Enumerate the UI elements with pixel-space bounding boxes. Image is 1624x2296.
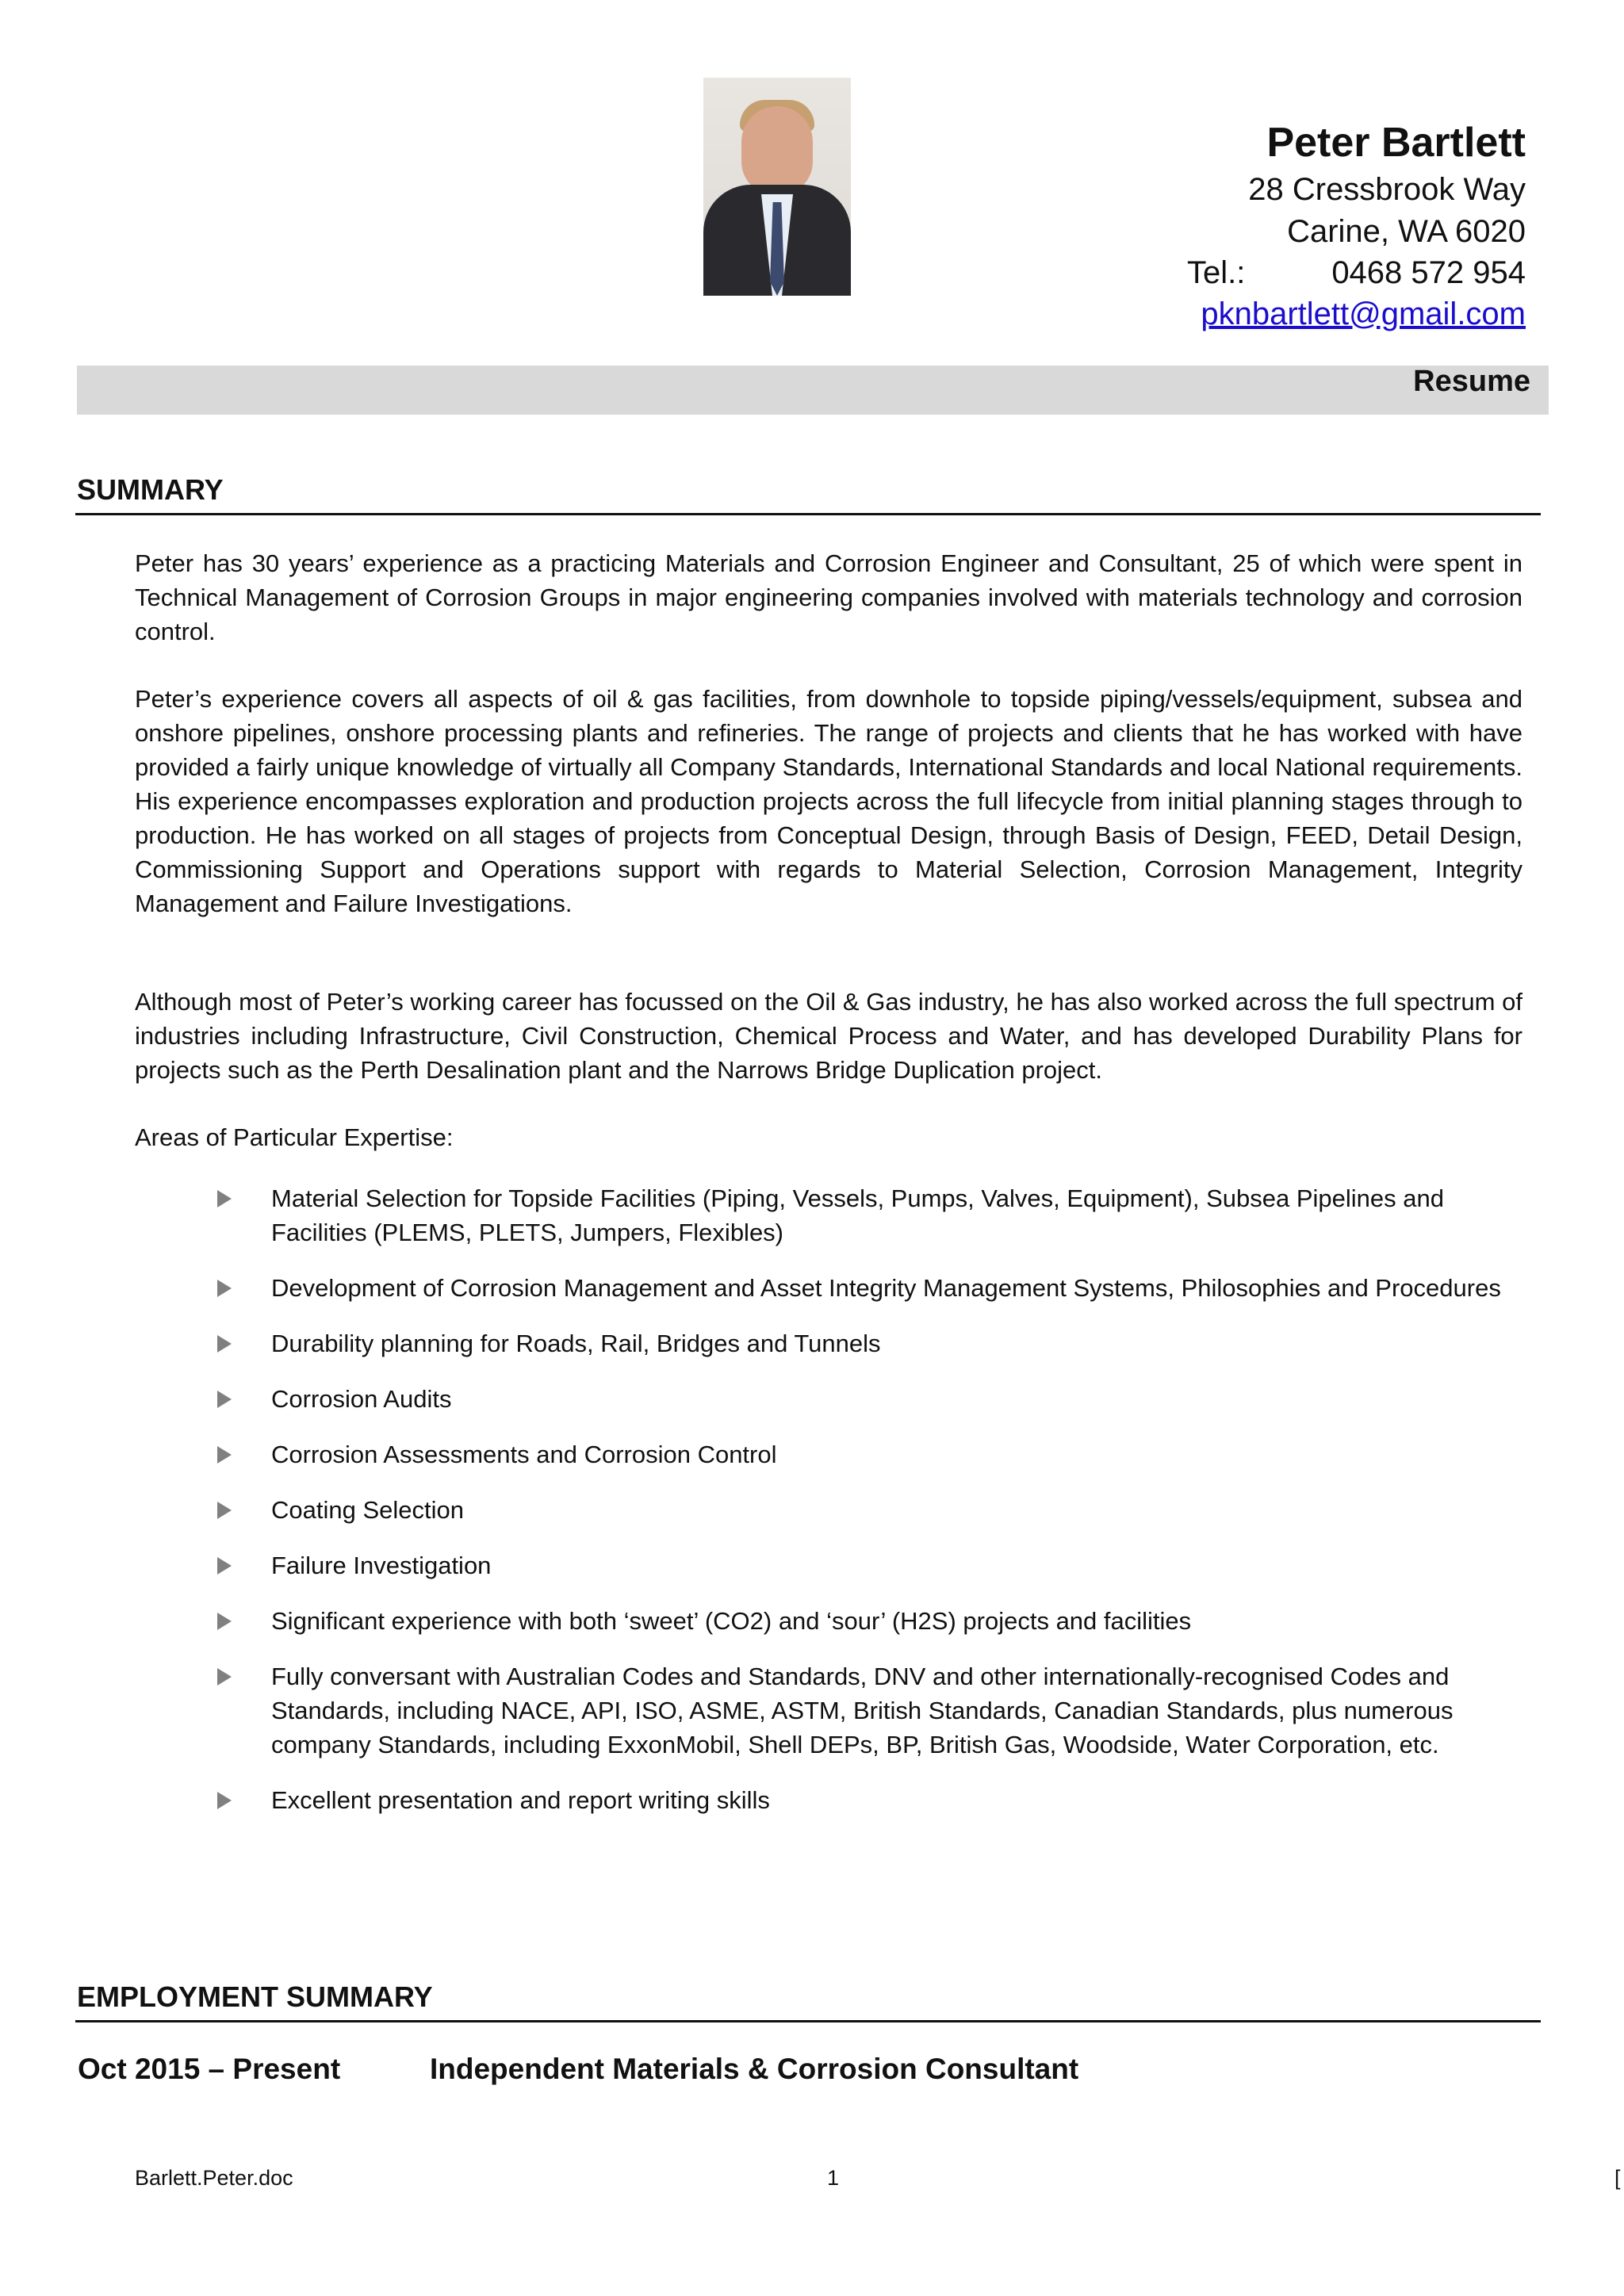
bullet-arrow-icon (217, 1335, 232, 1353)
bullet-arrow-icon (217, 1792, 232, 1809)
footer-page-number: 1 (827, 2166, 840, 2190)
resume-banner (77, 365, 1549, 415)
employment-heading: EMPLOYMENT SUMMARY (77, 1980, 433, 2013)
resume-label: Resume (1413, 365, 1530, 398)
address-line-2: Carine, WA 6020 (1287, 214, 1526, 249)
summary-paragraph-2: Peter’s experience covers all aspects of oil & gas facilities, from downhole to topside piping/vessels/equipment, subsea and onshore pipelines, onshore processing plants and refineries. The range of projects and clients that he has worked with have provided a fairly unique knowledge of virtually all Company Standards, International Standards and local National requirements. His experience encompasses exploration and production projects across the full lifecycle from initial planning stages through to production. He has worked on all stages of projects from Conceptual Design, through Basis of Design, FEED, Detail Design, Commissioning Support and Operations support with regards to Material Selection, Corrosion Management, Integrity Management and Failure Investigations. (135, 685, 1522, 917)
summary-heading: SUMMARY (77, 473, 224, 506)
profile-photo (703, 78, 851, 296)
expertise-list (214, 1181, 1546, 1839)
footer-edge-mark: [ (1614, 2166, 1621, 2190)
expertise-item: Corrosion Audits (214, 1382, 1546, 1416)
email-link[interactable]: pknbartlett@gmail.com (1201, 297, 1526, 331)
bullet-arrow-icon (217, 1613, 232, 1630)
employment-role: Independent Materials & Corrosion Consultant (430, 2053, 1079, 2085)
expertise-item: Corrosion Assessments and Corrosion Control (214, 1437, 1546, 1471)
employment-divider (75, 2020, 1541, 2022)
telephone-number: 0468 572 954 (1331, 255, 1526, 290)
bullet-arrow-icon (217, 1190, 232, 1207)
bullet-arrow-icon (217, 1280, 232, 1297)
bullet-arrow-icon (217, 1557, 232, 1575)
footer-filename: Barlett.Peter.doc (135, 2166, 293, 2190)
summary-divider (75, 513, 1541, 515)
summary-paragraph-3: Although most of Peter’s working career has focussed on the Oil & Gas industry, he has also worked across the full spectrum of industries including Infrastructure, Civil Construction, Chemical Process and Water, and has developed Durability Plans for projects such as the Perth Desalination plant and the Narrows Bridge Duplication project. (135, 988, 1522, 1084)
summary-paragraph-1: Peter has 30 years’ experience as a practicing Materials and Corrosion Engineer and Consultant, 25 of which were spent in Technical Management of Corrosion Groups in major engineering companies involved with materials technology and corrosion control. (135, 549, 1522, 645)
employment-dates: Oct 2015 – Present (78, 2053, 341, 2085)
expertise-item: Durability planning for Roads, Rail, Bridges and Tunnels (214, 1326, 1546, 1360)
expertise-item: Material Selection for Topside Facilities (Piping, Vessels, Pumps, Valves, Equipment), Subsea Pipelines and Facilities (PLEMS, PLETS, Jumpers, Flexibles) (214, 1181, 1546, 1249)
photo-face (741, 106, 813, 195)
bullet-arrow-icon (217, 1391, 232, 1408)
telephone-label: Tel.: (1187, 255, 1246, 290)
expertise-intro: Areas of Particular Expertise: (135, 1123, 454, 1151)
candidate-name: Peter Bartlett (1266, 120, 1526, 166)
address-line-1: 28 Cressbrook Way (1248, 172, 1526, 207)
expertise-item: Coating Selection (214, 1493, 1546, 1527)
expertise-item: Failure Investigation (214, 1548, 1546, 1582)
expertise-item: Excellent presentation and report writing skills (214, 1783, 1546, 1817)
bullet-arrow-icon (217, 1446, 232, 1464)
expertise-item: Fully conversant with Australian Codes and Standards, DNV and other internationally-recognised Codes and Standards, including NACE, API, ISO, ASME, ASTM, British Standards, Canadian Standards, plus numerous company Standards, including ExxonMobil, Shell DEPs, BP, British Gas, Woodside, Water Corporation, etc. (214, 1659, 1546, 1762)
bullet-arrow-icon (217, 1668, 232, 1686)
expertise-item: Development of Corrosion Management and Asset Integrity Management Systems, Philosophies and Procedures (214, 1271, 1546, 1305)
expertise-item: Significant experience with both ‘sweet’ (CO2) and ‘sour’ (H2S) projects and facilities (214, 1604, 1546, 1638)
bullet-arrow-icon (217, 1502, 232, 1519)
